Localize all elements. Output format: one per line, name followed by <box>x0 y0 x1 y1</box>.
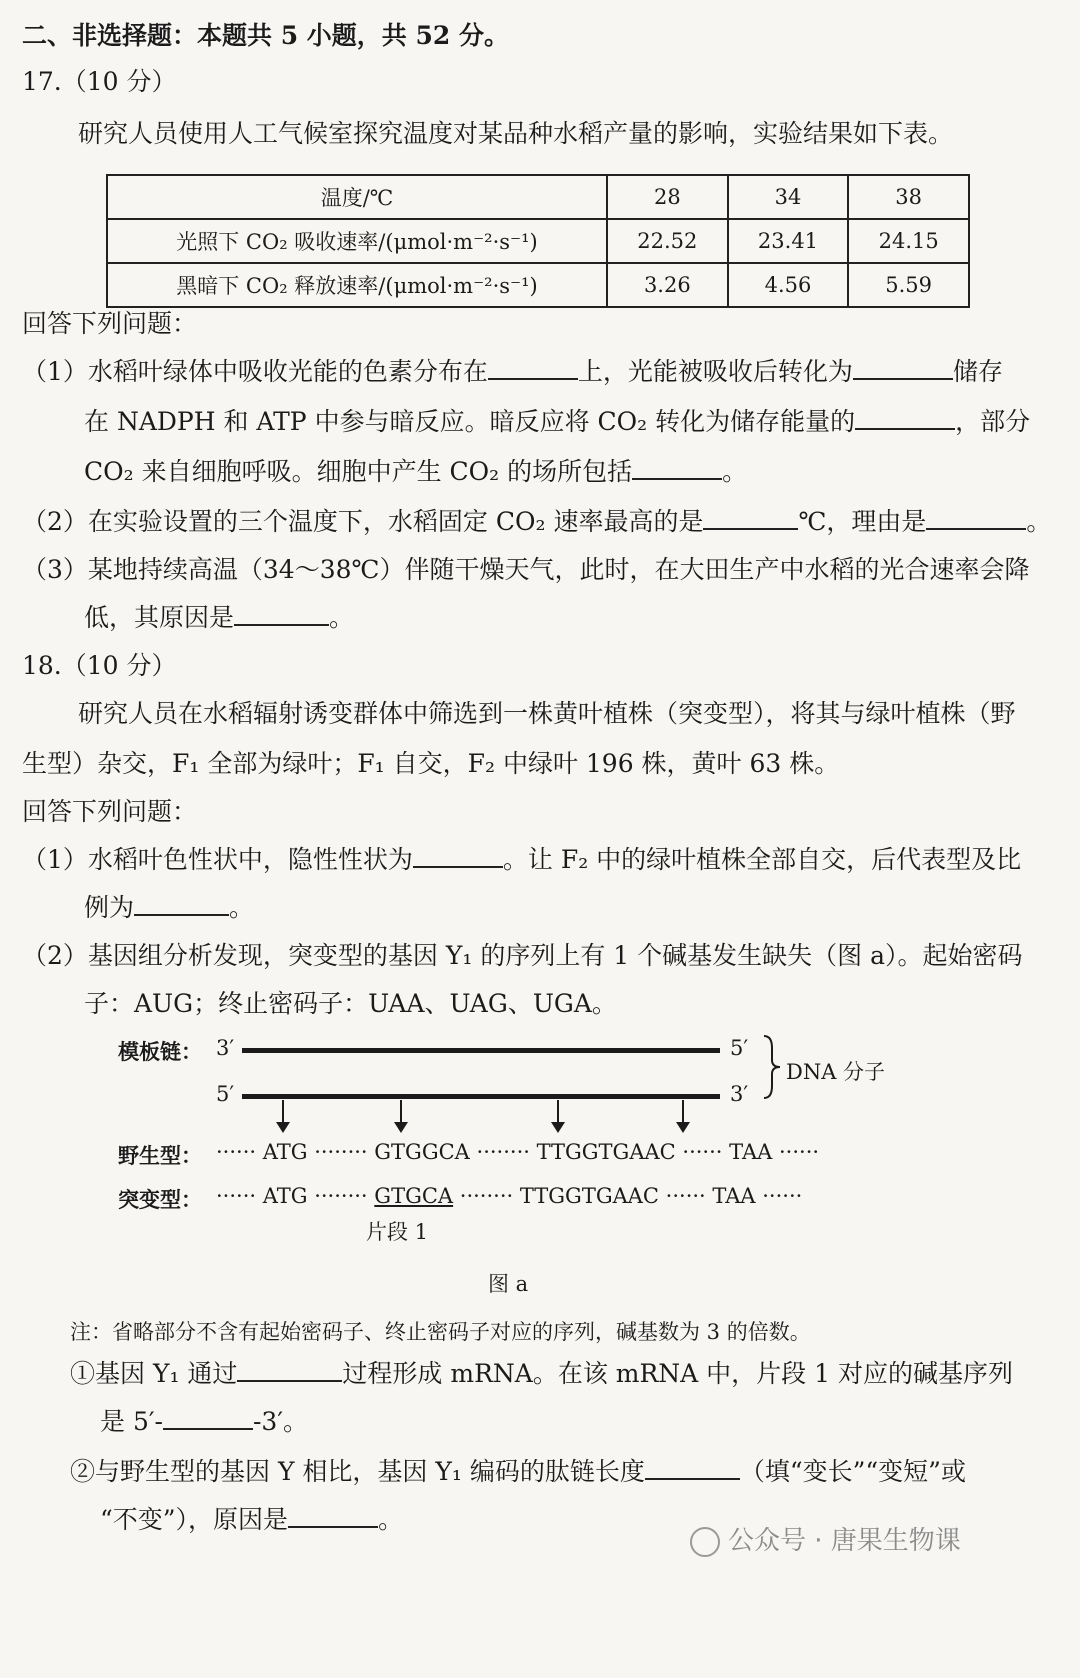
q18-prompt: 回答下列问题： <box>22 797 198 826</box>
mutant-label: 突变型： <box>118 1187 202 1212</box>
q17-part1-line3: CO₂ 来自细胞呼吸。细胞中产生 CO₂ 的场所包括 。 <box>84 457 748 486</box>
watermark: 公众号 · 唐果生物课 <box>690 1520 961 1557</box>
answer-blank[interactable] <box>288 1525 378 1528</box>
answer-blank[interactable] <box>237 1379 342 1382</box>
q17-part3-line1: （3）某地持续高温（34～38℃）伴随干燥天气，此时，在大田生产中水稻的光合速率会降 <box>22 555 1030 584</box>
q18-part1-line2: 例为 。 <box>84 893 255 922</box>
answer-blank[interactable] <box>163 1427 253 1430</box>
figure-caption: 图 a <box>488 1272 529 1296</box>
q18-part2-line1: （2）基因组分析发现，突变型的基因 Y₁ 的序列上有 1 个碱基发生缺失（图 a）。起始密码 <box>22 941 1023 970</box>
fragment-1-sequence: GTGCA <box>374 1184 454 1208</box>
q18-intro-line2: 生型）杂交，F₁ 全部为绿叶；F₁ 自交，F₂ 中绿叶 196 株，黄叶 63 株。 <box>22 749 840 778</box>
table-cell: 38 <box>848 175 969 219</box>
wild-type-label: 野生型： <box>118 1143 202 1168</box>
mutant-sequence: ······ ATG ········ GTGCA ········ TTGGTGAAC ······ TAA ······ <box>216 1184 803 1208</box>
answer-blank[interactable] <box>926 527 1026 530</box>
top-strand-right-end: 5′ <box>730 1036 749 1060</box>
template-strand-line <box>242 1048 720 1053</box>
q18-sub2-line2: “不变”），原因是 。 <box>100 1505 404 1534</box>
answer-blank[interactable] <box>488 377 578 380</box>
q17-part3-line2: 低，其原因是 。 <box>84 603 355 632</box>
q18-number: 18.（10 分） <box>22 651 177 680</box>
table-cell: 4.56 <box>728 263 849 307</box>
section-header: 二、非选择题：本题共 5 小题，共 52 分。 <box>22 21 510 50</box>
coding-strand-line <box>242 1094 720 1099</box>
table-row-label: 黑暗下 CO₂ 释放速率/(μmol·m⁻²·s⁻¹) <box>107 263 607 307</box>
table-cell: 22.52 <box>607 219 728 263</box>
q18-sub1-line2: 是 5′- -3′。 <box>100 1407 309 1436</box>
mutation-arrow <box>682 1100 684 1124</box>
answer-blank[interactable] <box>234 623 329 626</box>
q18-sub2-line1: ②与野生型的基因 Y 相比，基因 Y₁ 编码的肽链长度 （填“变长”“变短”或 <box>70 1457 966 1486</box>
table-cell: 23.41 <box>728 219 849 263</box>
table-row <box>107 219 969 263</box>
answer-blank[interactable] <box>632 477 722 480</box>
table-row-label: 光照下 CO₂ 吸收速率/(μmol·m⁻²·s⁻¹) <box>107 219 607 263</box>
brace-icon <box>760 1034 784 1100</box>
answer-blank[interactable] <box>703 527 798 530</box>
bottom-strand-left-end: 5′ <box>216 1082 235 1106</box>
fragment-1-label: 片段 1 <box>366 1220 429 1244</box>
answer-blank[interactable] <box>134 913 229 916</box>
q17-intro: 研究人员使用人工气候室探究温度对某品种水稻产量的影响，实验结果如下表。 <box>78 119 954 148</box>
table-cell: 34 <box>728 175 849 219</box>
template-strand-label: 模板链： <box>118 1039 202 1064</box>
q17-prompt: 回答下列问题： <box>22 309 198 338</box>
q18-sub1-line1: ①基因 Y₁ 通过 过程形成 mRNA。在该 mRNA 中，片段 1 对应的碱基序列 <box>70 1359 1013 1388</box>
bottom-strand-right-end: 3′ <box>730 1082 749 1106</box>
table-cell: 24.15 <box>848 219 969 263</box>
top-strand-left-end: 3′ <box>216 1036 235 1060</box>
table-cell: 28 <box>607 175 728 219</box>
answer-blank[interactable] <box>413 865 503 868</box>
dna-molecule-label: DNA 分子 <box>786 1060 886 1084</box>
figure-note: 注：省略部分不含有起始密码子、终止密码子对应的序列，碱基数为 3 的倍数。 <box>70 1320 811 1344</box>
q17-part2: （2）在实验设置的三个温度下，水稻固定 CO₂ 速率最高的是 ℃，理由是 。 <box>22 507 1052 536</box>
wechat-icon <box>690 1527 720 1557</box>
q17-part1-line1: （1）水稻叶绿体中吸收光能的色素分布在 上，光能被吸收后转化为 储存 <box>22 357 1003 386</box>
q17-data-table <box>106 174 970 308</box>
mutation-arrow <box>282 1100 284 1124</box>
table-cell: 5.59 <box>848 263 969 307</box>
answer-blank[interactable] <box>855 427 955 430</box>
table-header-label: 温度/℃ <box>107 175 607 219</box>
q18-part2-line2: 子：AUG；终止密码子：UAA、UAG、UGA。 <box>84 989 617 1018</box>
table-cell: 3.26 <box>607 263 728 307</box>
answer-blank[interactable] <box>853 377 953 380</box>
q17-part1-line2: 在 NADPH 和 ATP 中参与暗反应。暗反应将 CO₂ 转化为储存能量的 ，部分 <box>84 407 1031 436</box>
q18-intro-line1: 研究人员在水稻辐射诱变群体中筛选到一株黄叶植株（突变型），将其与绿叶植株（野 <box>78 699 1016 728</box>
q18-part1-line1: （1）水稻叶色性状中，隐性性状为 。让 F₂ 中的绿叶植株全部自交，后代表型及比 <box>22 845 1022 874</box>
mutation-arrow <box>400 1100 402 1124</box>
answer-blank[interactable] <box>645 1477 740 1480</box>
table-row <box>107 263 969 307</box>
mutation-arrow <box>557 1100 559 1124</box>
q17-number: 17.（10 分） <box>22 67 177 96</box>
table-row <box>107 175 969 219</box>
wild-type-sequence: ······ ATG ········ GTGGCA ········ TTGGTGAAC ······ TAA ······ <box>216 1140 820 1164</box>
